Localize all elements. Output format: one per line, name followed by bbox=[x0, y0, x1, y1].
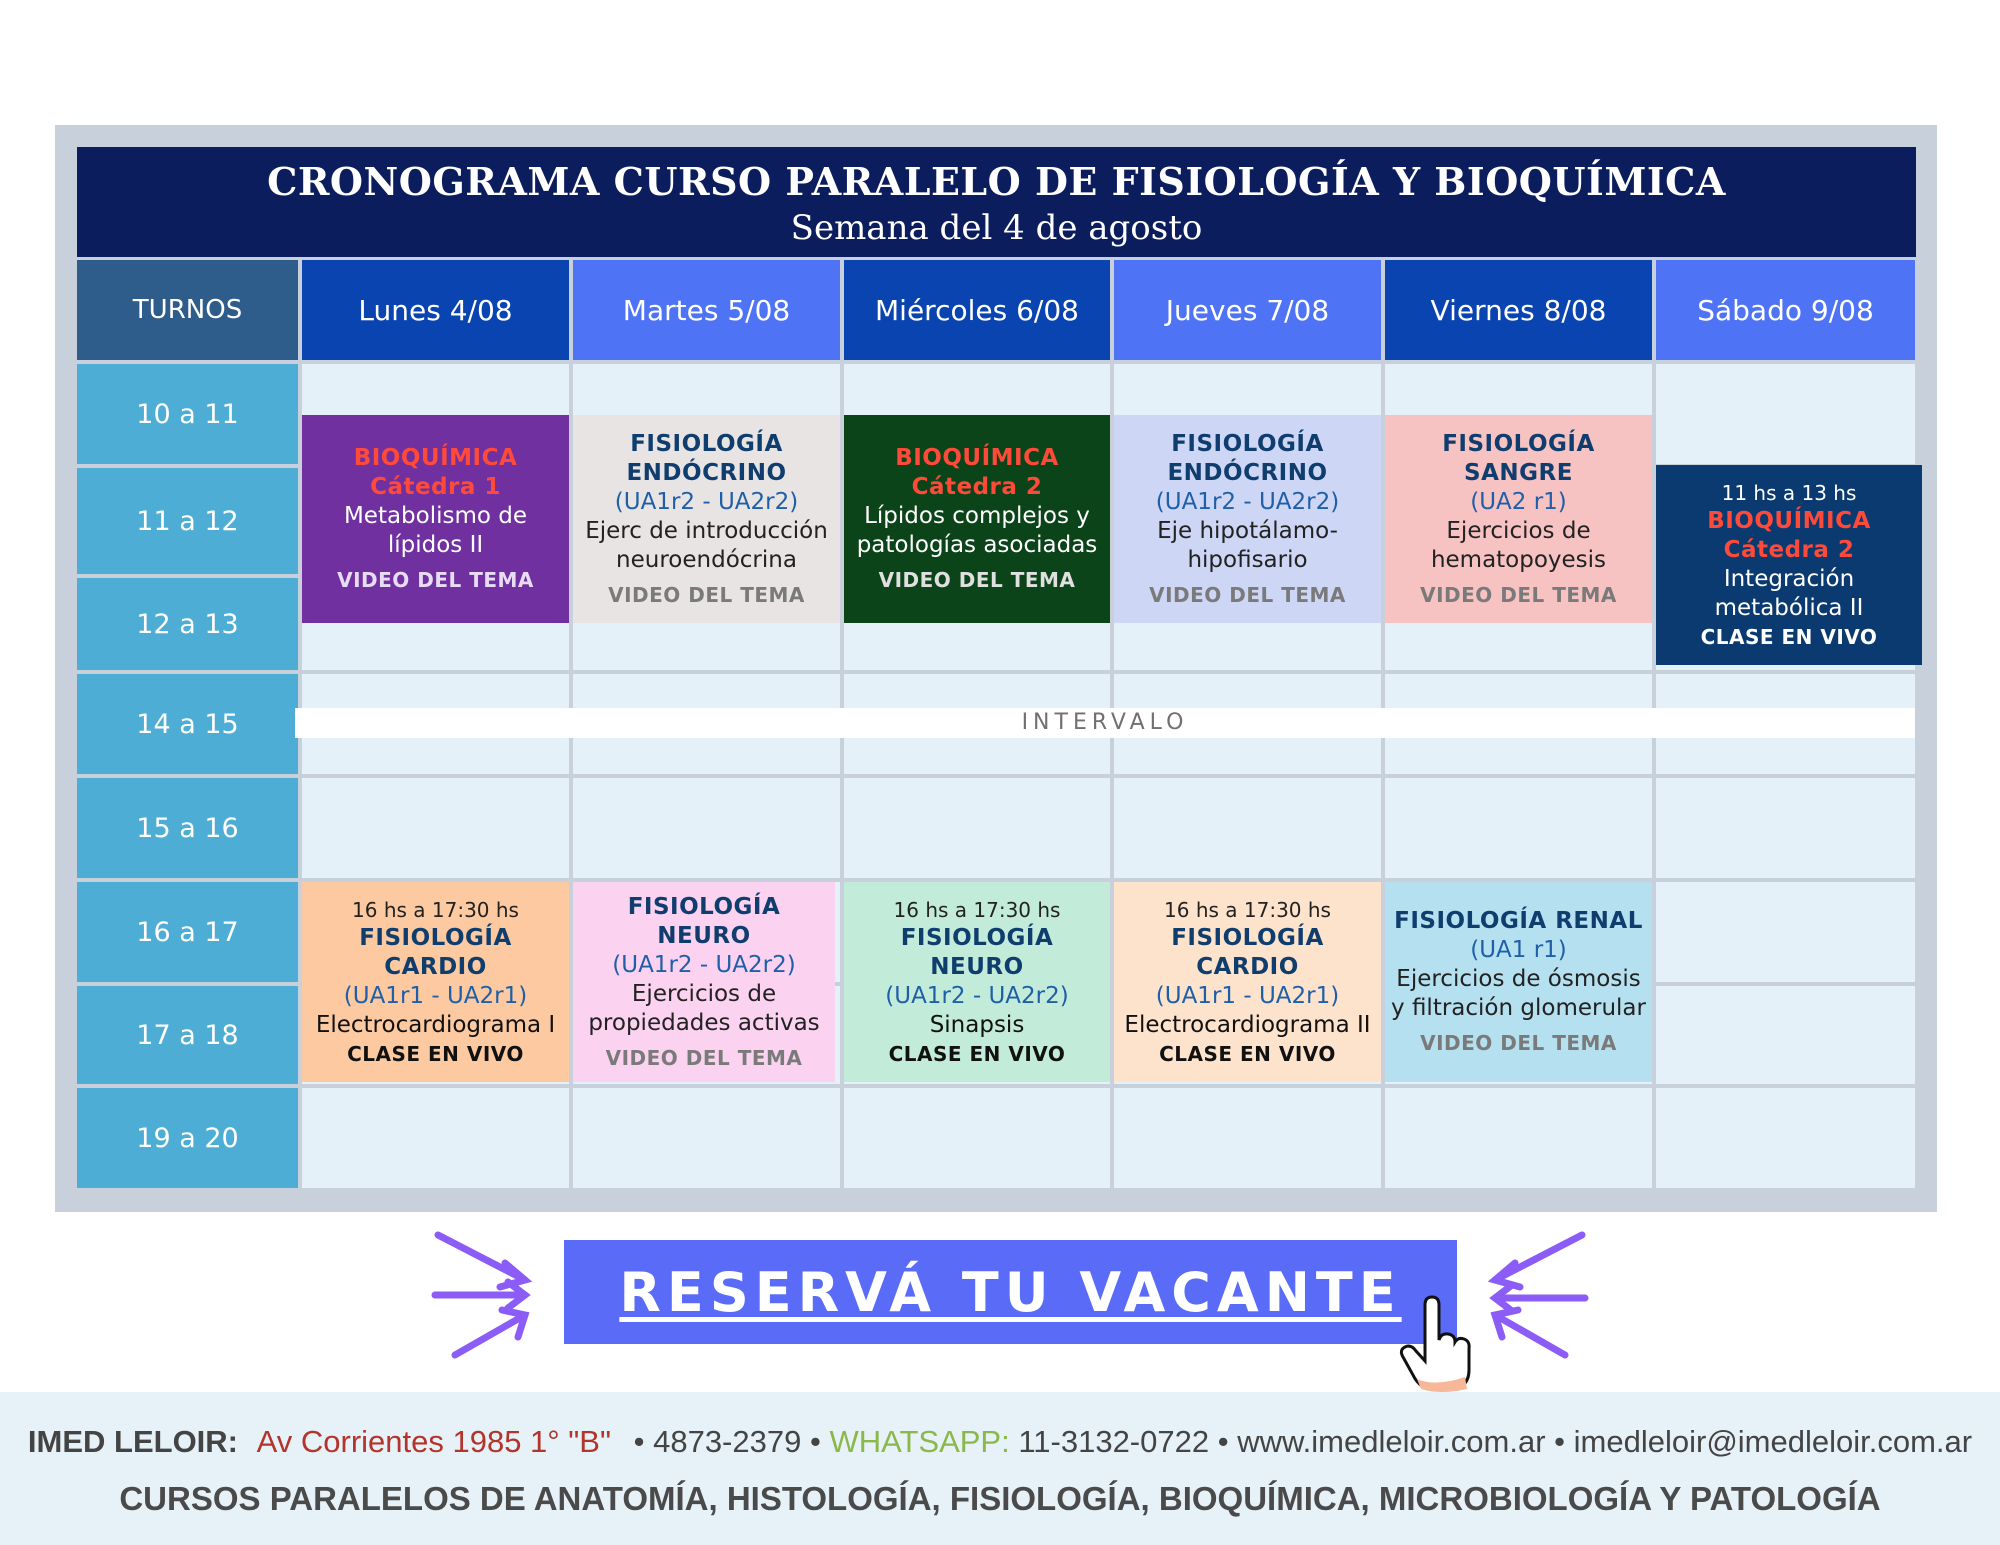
day-header-sabado: Sábado 9/08 bbox=[1656, 260, 1915, 360]
day-header-viernes: Viernes 8/08 bbox=[1385, 260, 1652, 360]
day-header-martes: Martes 5/08 bbox=[573, 260, 840, 360]
brand-name: IMED LELOIR: bbox=[27, 1424, 239, 1459]
schedule-cell bbox=[1385, 1088, 1652, 1188]
class-miercoles-neuro: 16 hs a 17:30 hs FISIOLOGÍA NEURO (UA1r2 - UA2r2) Sinapsis CLASE EN VIVO bbox=[844, 882, 1110, 1082]
phone: • 4873-2379 • bbox=[633, 1424, 821, 1459]
right-arrows-icon bbox=[1480, 1225, 1590, 1365]
class-martes-endocrino: FISIOLOGÍA ENDÓCRINO (UA1r2 - UA2r2) Ejerc de introducción neuroendócrina VIDEO DEL TEMA bbox=[573, 415, 840, 623]
class-sabado-bioquimica: 11 hs a 13 hs BIOQUÍMICA Cátedra 2 Integración metabólica II CLASE EN VIVO bbox=[1656, 465, 1922, 665]
slot-label: 12 a 13 bbox=[77, 578, 298, 670]
class-lunes-cardio: 16 hs a 17:30 hs FISIOLOGÍA CARDIO (UA1r1 - UA2r1) Electrocardiograma I CLASE EN VIVO bbox=[302, 882, 569, 1082]
left-arrows-icon bbox=[430, 1225, 540, 1365]
hand-pointer-icon bbox=[1395, 1295, 1475, 1395]
slot-label: 16 a 17 bbox=[77, 882, 298, 982]
schedule-cell bbox=[1656, 778, 1915, 878]
slot-label: 17 a 18 bbox=[77, 986, 298, 1084]
turnos-header: TURNOS bbox=[77, 260, 298, 360]
intervalo-band: INTERVALO bbox=[295, 708, 1915, 738]
slot-label: 14 a 15 bbox=[77, 674, 298, 774]
schedule-cell bbox=[1656, 986, 1915, 1084]
slot-label: 10 a 11 bbox=[77, 364, 298, 464]
schedule-cell bbox=[302, 778, 569, 878]
class-martes-neuro: FISIOLOGÍA NEURO (UA1r2 - UA2r2) Ejercicios de propiedades activas VIDEO DEL TEMA bbox=[573, 882, 835, 1082]
slot-label: 19 a 20 bbox=[77, 1088, 298, 1188]
class-viernes-renal: FISIOLOGÍA RENAL (UA1 r1) Ejercicios de ósmosis y filtración glomerular VIDEO DEL TEMA bbox=[1385, 882, 1652, 1082]
day-header-miercoles: Miércoles 6/08 bbox=[844, 260, 1110, 360]
class-jueves-endocrino: FISIOLOGÍA ENDÓCRINO (UA1r2 - UA2r2) Eje hipotálamo-hipofisario VIDEO DEL TEMA bbox=[1114, 415, 1381, 623]
day-header-jueves: Jueves 7/08 bbox=[1114, 260, 1381, 360]
schedule-cell bbox=[844, 1088, 1110, 1188]
schedule-cell bbox=[573, 778, 840, 878]
schedule-cell bbox=[573, 1088, 840, 1188]
page-title: CRONOGRAMA CURSO PARALELO DE FISIOLOGÍA Y BIOQUÍMICA bbox=[267, 159, 1726, 204]
website-link[interactable]: www.imedleloir.com.ar • bbox=[1237, 1424, 1566, 1459]
footer bbox=[0, 1392, 2000, 1545]
schedule-cell bbox=[1656, 1088, 1915, 1188]
day-header-lunes: Lunes 4/08 bbox=[302, 260, 569, 360]
schedule-cell bbox=[1114, 778, 1381, 878]
class-miercoles-bioquimica: BIOQUÍMICA Cátedra 2 Lípidos complejos y patologías asociadas VIDEO DEL TEMA bbox=[844, 415, 1110, 623]
slot-label: 11 a 12 bbox=[77, 468, 298, 574]
reservar-vacante-button[interactable] bbox=[564, 1240, 1457, 1344]
title-bar bbox=[77, 147, 1916, 257]
courses-line: CURSOS PARALELOS DE ANATOMÍA, HISTOLOGÍA, FISIOLOGÍA, BIOQUÍMICA, MICROBIOLOGÍA Y PATOLOGÍA bbox=[119, 1480, 1881, 1517]
whatsapp-number: 11-3132-0722 • bbox=[1018, 1424, 1229, 1459]
class-lunes-bioquimica: BIOQUÍMICA Cátedra 1 Metabolismo de lípidos II VIDEO DEL TEMA bbox=[302, 415, 569, 623]
email-link[interactable]: imedleloir@imedleloir.com.ar bbox=[1573, 1424, 1973, 1459]
schedule-cell bbox=[302, 1088, 569, 1188]
contact-line bbox=[0, 1424, 2000, 1460]
address: Av Corrientes 1985 1° "B" bbox=[256, 1424, 611, 1459]
schedule-cell bbox=[1114, 1088, 1381, 1188]
page-subtitle: Semana del 4 de agosto bbox=[790, 208, 1203, 248]
class-viernes-sangre: FISIOLOGÍA SANGRE (UA2 r1) Ejercicios de hematopoyesis VIDEO DEL TEMA bbox=[1385, 415, 1652, 623]
schedule-cell bbox=[1656, 882, 1915, 982]
slot-label: 15 a 16 bbox=[77, 778, 298, 878]
whatsapp-label: WHATSAPP: bbox=[829, 1424, 1010, 1459]
schedule-cell bbox=[844, 778, 1110, 878]
class-jueves-cardio: 16 hs a 17:30 hs FISIOLOGÍA CARDIO (UA1r1 - UA2r1) Electrocardiograma II CLASE EN VIVO bbox=[1114, 882, 1381, 1082]
schedule-cell bbox=[1385, 778, 1652, 878]
schedule-cell bbox=[1656, 364, 1915, 464]
reservar-vacante-label: RESERVÁ TU VACANTE bbox=[619, 1260, 1402, 1324]
